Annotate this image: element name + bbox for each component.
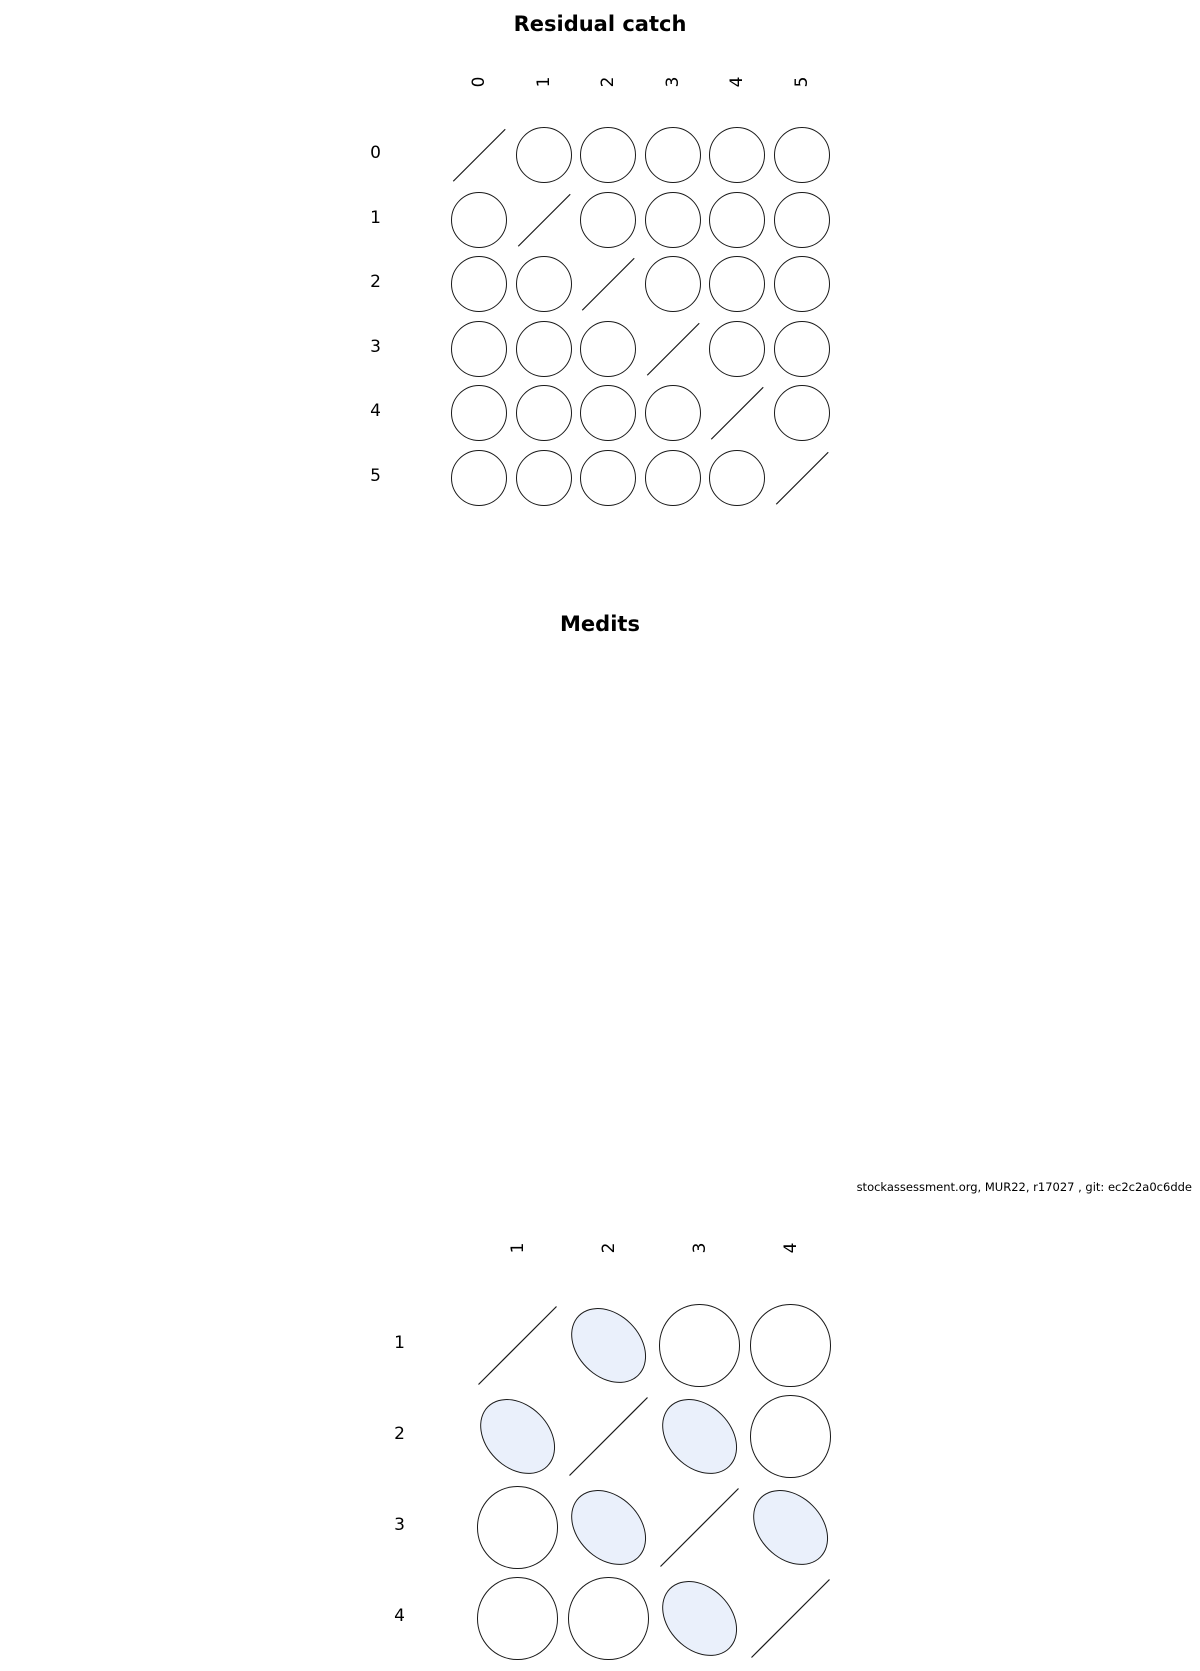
column-label: 0 [469,76,490,88]
column-label: 5 [791,76,812,88]
diagonal-marker [447,123,512,188]
source-footer: stockassessment.org, MUR22, r17027 , git: ec2c2a0c6dde [856,1180,1192,1194]
correlation-ellipse [645,450,701,506]
correlation-ellipse [556,1293,660,1397]
correlation-ellipse [451,321,507,377]
correlation-ellipse [738,1475,842,1579]
correlation-ellipse [647,1384,751,1488]
correlation-ellipse [568,1577,648,1659]
row-label: 2 [370,272,381,292]
correlation-ellipse [451,256,507,312]
correlation-ellipse [709,192,765,248]
correlation-ellipse [580,385,636,441]
correlation-ellipse [556,1475,660,1579]
diagonal-marker [472,1300,563,1391]
correlation-ellipse [516,127,572,183]
column-label: 1 [507,1242,528,1254]
correlation-ellipse [774,385,830,441]
correlation-ellipse [580,192,636,248]
diagonal-marker [770,446,835,511]
correlation-ellipse [774,127,830,183]
diagonal-marker [745,1573,836,1664]
column-label: 1 [533,76,554,88]
correlation-ellipse [580,321,636,377]
correlation-ellipse [774,321,830,377]
correlation-ellipse [451,385,507,441]
correlation-ellipse [750,1304,830,1386]
correlation-ellipse [709,127,765,183]
correlation-ellipse [477,1577,557,1659]
correlation-ellipse [645,127,701,183]
correlation-ellipse [659,1304,739,1386]
page-title: Residual catch [513,12,687,36]
column-label: 4 [727,76,748,88]
column-label: 3 [662,76,683,88]
correlation-ellipse [451,192,507,248]
diagonal-marker [641,317,706,382]
row-label: 0 [370,143,381,163]
row-label: 1 [370,207,381,228]
correlation-ellipse [477,1486,557,1568]
correlation-ellipse [516,385,572,441]
column-label: 4 [780,1242,801,1254]
correlation-ellipse [516,450,572,506]
correlation-ellipse [451,450,507,506]
correlation-ellipse [516,256,572,312]
correlation-ellipse [709,256,765,312]
row-label: 4 [370,401,381,421]
diagonal-marker [576,252,641,317]
correlation-ellipse [774,192,830,248]
row-label: 3 [370,336,381,357]
row-label: 1 [394,1333,405,1354]
correlation-ellipse [580,450,636,506]
diagonal-marker [512,188,577,253]
diagonal-marker [705,381,770,446]
row-label: 2 [394,1424,405,1445]
row-label: 4 [394,1606,405,1627]
row-label: 5 [370,465,381,486]
page-title-secondary: Medits [560,612,640,636]
correlation-ellipse [516,321,572,377]
column-label: 2 [598,1242,619,1254]
row-label: 3 [394,1515,405,1536]
diagonal-marker [654,1482,745,1573]
correlation-ellipse [709,450,765,506]
correlation-ellipse [647,1566,751,1670]
diagonal-marker [563,1391,654,1482]
column-label: 3 [689,1242,710,1254]
correlation-ellipse [645,256,701,312]
correlation-ellipse [580,127,636,183]
column-label: 2 [598,76,619,88]
chart-panel-residual-catch [0,0,1200,560]
correlation-ellipse [465,1384,569,1488]
correlation-ellipse [774,256,830,312]
correlation-ellipse [645,192,701,248]
correlation-ellipse [645,385,701,441]
correlation-ellipse [750,1395,830,1477]
correlation-ellipse [709,321,765,377]
